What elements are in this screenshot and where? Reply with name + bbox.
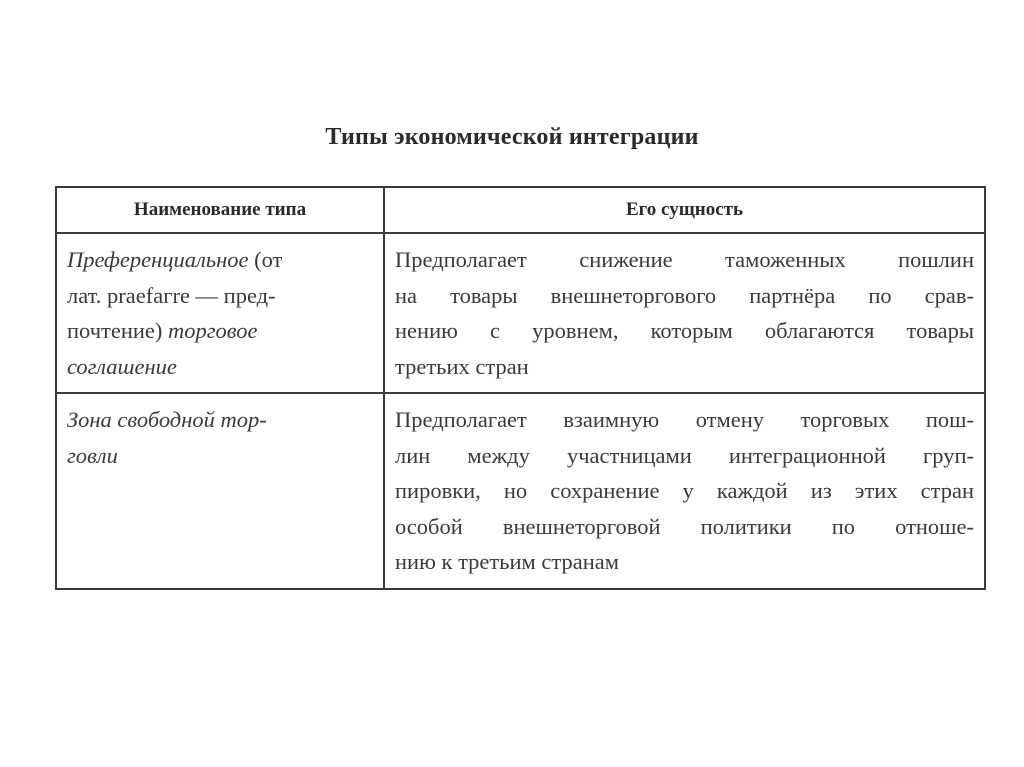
type-name-cell xyxy=(56,393,384,589)
description-line: третьих стран xyxy=(395,353,529,379)
description-line: нию к третьим странам xyxy=(395,549,620,574)
type-name-line: говли xyxy=(67,442,118,468)
table-header-row xyxy=(56,187,985,233)
description-line: пировки, но сохранение у каждой из этих стран xyxy=(395,478,974,503)
description-line: особой внешнеторговой политики по отноше- xyxy=(395,513,974,539)
type-name-line: соглашение xyxy=(67,353,177,379)
description-cell xyxy=(384,393,985,589)
description-line: Предполагает взаимную отмену торговых пош- xyxy=(395,407,974,432)
type-name-line: Зона свободной тор- xyxy=(67,407,267,432)
table-row xyxy=(56,393,985,589)
type-name-cell xyxy=(56,233,384,393)
description-line: на товары внешнеторгового партнёра по срав- xyxy=(395,282,974,308)
description-line: лин между участницами интеграционной груп- xyxy=(395,442,974,468)
description-cell xyxy=(384,233,985,393)
document-title: Типы экономической интеграции xyxy=(325,124,699,150)
table-row xyxy=(56,233,985,393)
column-header-essence: Его сущность xyxy=(384,187,985,233)
type-name-line: Преференциальное (от xyxy=(67,247,283,272)
description-line: Предполагает снижение таможенных пошлин xyxy=(395,247,974,272)
type-name-line: лат. praefaгre — пред- xyxy=(67,282,276,308)
column-header-type-name: Наименование типа xyxy=(56,187,384,233)
description-line: нению с уровнем, которым облагаются товары xyxy=(395,318,974,343)
integration-types-table xyxy=(55,186,986,590)
type-name-line: почтение) торговое xyxy=(67,318,258,343)
